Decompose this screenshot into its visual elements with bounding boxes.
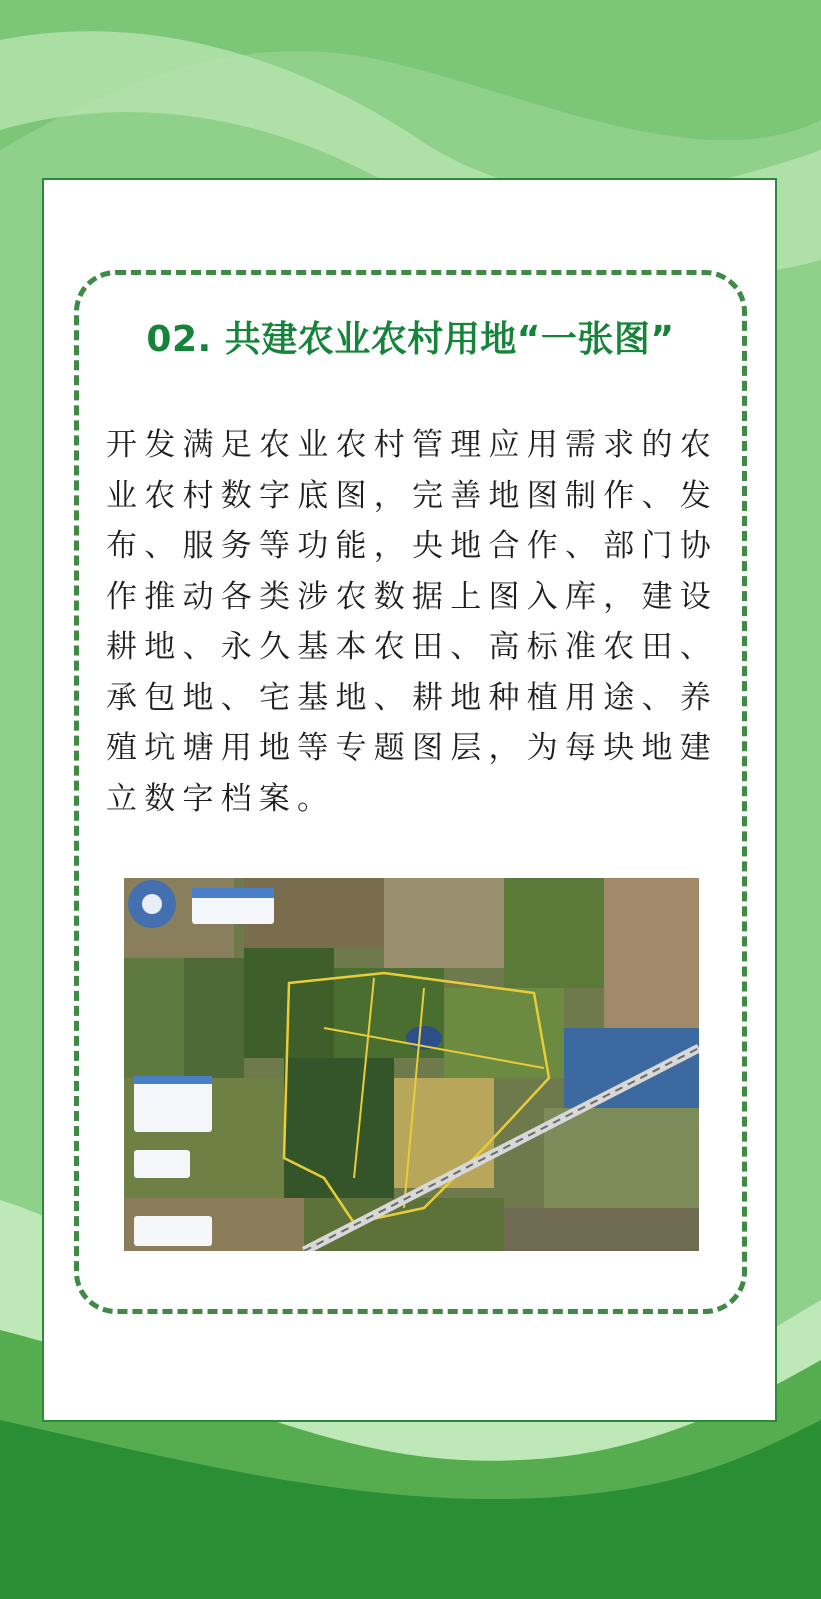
- satellite-map-screenshot: [124, 878, 699, 1251]
- section-title: 02. 共建农业农村用地“一张图”: [146, 319, 675, 360]
- section-description: 开发满足农业农村管理应用需求的农业农村数字底图，完善地图制作、发布、服务等功能，央地合作、部门协作推动各类涉农数据上图入库，建设耕地、永久基本农田、高标准农田、承包地、宅基地、耕地种植用途、养殖坑塘用地等专题图层，为每块地建立数字档案。: [106, 427, 718, 817]
- content-card: [42, 178, 777, 1422]
